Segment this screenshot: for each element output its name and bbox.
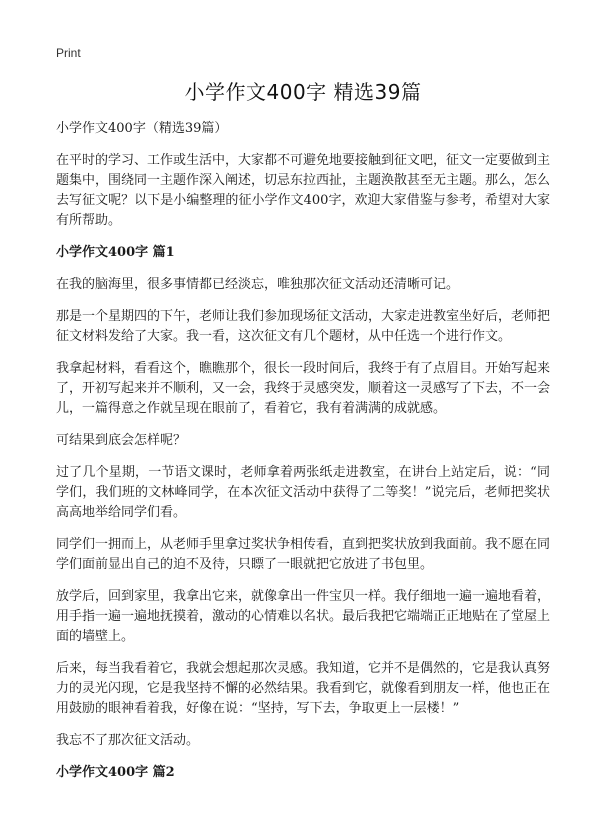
paragraph: 那是一个星期四的下午，老师让我们参加现场征文活动，大家走进教室坐好后，老师把征文材料发给了大家。我一看，这次征文有几个题材，从中任选一个进行作文。 [56,309,551,344]
paragraph: 后来，每当我看着它，我就会想起那次灵感。我知道，它并不是偶然的，它是我认真努力的灵光闪现，它是我坚持不懈的必然结果。我看到它，就像看到朋友一样，他也正在用鼓励的眼神看着我，好像在说：“坚持，写下去，争取更上一层楼！” [56,661,551,716]
paragraph: 可结果到底会怎样呢？ [56,433,187,448]
document-subtitle: 小学作文400字（精选39篇） [56,121,228,136]
document-page [56,76,550,795]
intro-paragraph: 在平时的学习、工作或生活中，大家都不可避免地要接触到征文吧，征文一定要做到主题集中，围绕同一主题作深入阐述，切忌东拉西扯，主题涣散甚至无主题。那么，怎么去写征文呢？以下是小编整理的征小学作文400字，欢迎大家借鉴与参考，希望对大家有所帮助。 [56,153,551,228]
paragraph: 我拿起材料，看看这个，瞧瞧那个，很长一段时间后，我终于有了点眉目。开始写起来了，开初写起来并不顺利，又一会，我终于灵感突发，顺着这一灵感写了下去，不一会儿，一篇得意之作就呈现在眼前了，看着它，我有着满满的成就感。 [56,361,551,416]
paragraph: 过了几个星期，一节语文课时，老师拿着两张纸走进教室，在讲台上站定后，说：“同学们，我们班的文林峰同学，在本次征文活动中获得了二等奖！”说完后，老师把奖状高高地举给同学们看。 [56,465,550,520]
section-heading-2: 小学作文400字 篇2 [56,765,175,780]
page-title: 小学作文400字 精选39篇 [184,80,422,104]
paragraph: 同学们一拥而上，从老师手里拿过奖状争相传看，直到把奖状放到我面前。我不愿在同学们面前显出自己的迫不及待，只瞟了一眼就把它放进了书包里。 [56,537,551,572]
print-label[interactable]: Print [56,46,81,60]
paragraph: 放学后，回到家里，我拿出它来，就像拿出一件宝贝一样。我仔细地一遍一遍地看着，用手指一遍一遍地抚摸着，激动的心情难以名状。最后我把它端端正正地贴在了堂屋上面的墙壁上。 [56,589,551,644]
section-heading-1: 小学作文400字 篇1 [56,245,175,260]
paragraph: 在我的脑海里，很多事情都已经淡忘，唯独那次征文活动还清晰可记。 [56,277,460,292]
paragraph: 我忘不了那次征文活动。 [56,733,200,748]
